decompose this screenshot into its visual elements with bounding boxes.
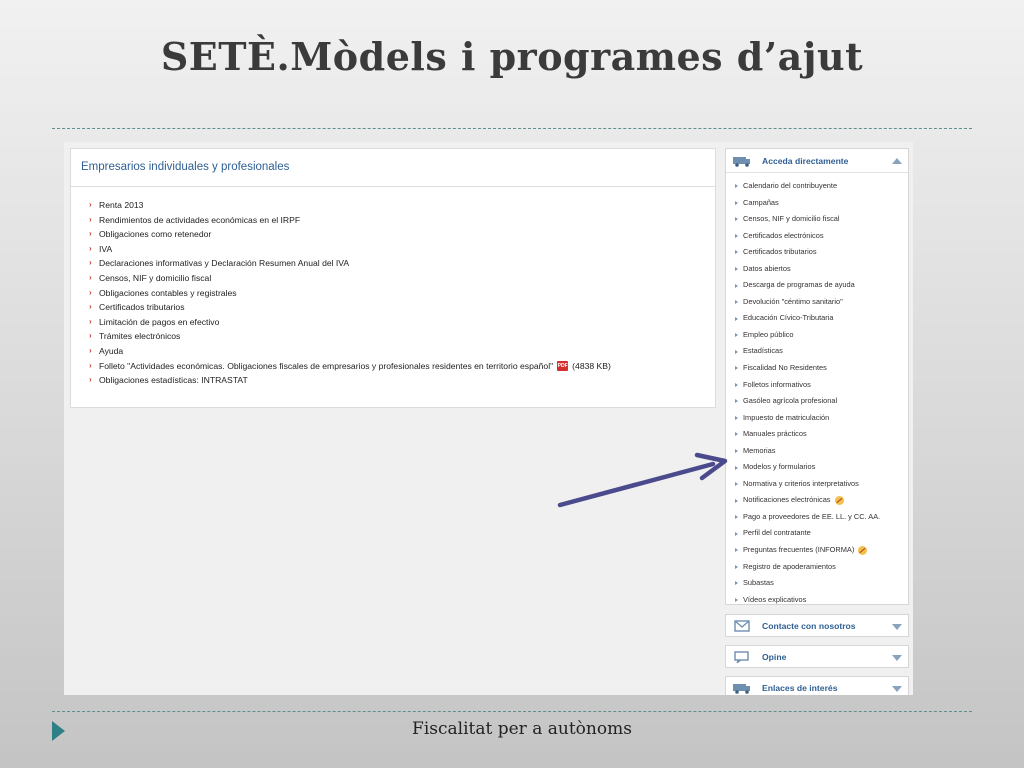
chevron-right-icon: › bbox=[89, 214, 92, 224]
side-link[interactable]: Calendario del contribuyente bbox=[735, 178, 908, 195]
opine-header[interactable] bbox=[726, 646, 908, 667]
side-link[interactable]: Campañas bbox=[735, 195, 908, 212]
side-link[interactable]: Censos, NIF y domicilio fiscal bbox=[735, 211, 908, 228]
side-link[interactable]: Subastas bbox=[735, 575, 908, 592]
bullet-icon bbox=[735, 482, 738, 486]
bullet-icon bbox=[735, 466, 738, 470]
chevron-right-icon: › bbox=[89, 258, 92, 268]
topic-link-contables[interactable]: › Obligaciones contables y registrales bbox=[89, 286, 715, 301]
direct-access-list bbox=[726, 173, 908, 608]
bullet-icon bbox=[735, 201, 738, 205]
side-link[interactable]: Descarga de programas de ayuda bbox=[735, 277, 908, 294]
side-link[interactable]: Preguntas frecuentes (INFORMA) bbox=[735, 542, 908, 559]
chevron-right-icon: › bbox=[89, 375, 92, 385]
side-link[interactable]: Registro de apoderamientos bbox=[735, 559, 908, 576]
side-link[interactable]: Pago a proveedores de EE. LL. y CC. AA. bbox=[735, 509, 908, 526]
chevron-right-icon: › bbox=[89, 345, 92, 355]
speech-bubble-icon bbox=[732, 651, 752, 663]
chevron-right-icon: › bbox=[89, 243, 92, 253]
topic-link-iva[interactable]: › IVA bbox=[89, 242, 715, 257]
bullet-icon bbox=[735, 432, 738, 436]
side-link[interactable]: Memorias bbox=[735, 443, 908, 460]
side-link[interactable]: Manuales prácticos bbox=[735, 426, 908, 443]
bullet-icon bbox=[735, 598, 738, 602]
topic-link-retenedor[interactable]: › Obligaciones como retenedor bbox=[89, 227, 715, 242]
restricted-icon bbox=[835, 496, 844, 505]
topic-link-limitacion[interactable]: › Limitación de pagos en efectivo bbox=[89, 315, 715, 330]
side-link[interactable]: Notificaciones electrónicas bbox=[735, 492, 908, 509]
slide-footer: Fiscalitat per a autònoms bbox=[412, 719, 632, 739]
topic-link-tramites[interactable]: › Trámites electrónicos bbox=[89, 329, 715, 344]
topic-link-renta[interactable]: › Renta 2013 bbox=[89, 198, 715, 213]
bullet-icon bbox=[735, 366, 738, 370]
bullet-icon bbox=[735, 548, 738, 552]
bullet-icon bbox=[735, 267, 738, 271]
expand-icon[interactable] bbox=[892, 624, 902, 630]
content-panel bbox=[70, 148, 716, 408]
side-link[interactable]: Folletos informativos bbox=[735, 377, 908, 394]
chevron-right-icon: › bbox=[89, 316, 92, 326]
side-link[interactable]: Estadísticas bbox=[735, 343, 908, 360]
side-link[interactable]: Fiscalidad No Residentes bbox=[735, 360, 908, 377]
pdf-icon[interactable]: PDF bbox=[557, 362, 568, 369]
chevron-right-icon: › bbox=[89, 287, 92, 297]
chevron-right-icon: › bbox=[89, 229, 92, 239]
chevron-right-icon: › bbox=[89, 272, 92, 282]
bullet-icon bbox=[735, 581, 738, 585]
links-title: Enlaces de interés bbox=[762, 682, 838, 693]
side-link[interactable]: Certificados electrónicos bbox=[735, 228, 908, 245]
file-size: (4838 KB) bbox=[572, 360, 611, 371]
bullet-icon bbox=[735, 416, 738, 420]
bullet-icon bbox=[735, 449, 738, 453]
opine-box[interactable] bbox=[725, 645, 909, 668]
bullet-icon bbox=[735, 383, 738, 387]
bullet-icon bbox=[735, 250, 738, 254]
bullet-icon bbox=[735, 184, 738, 188]
topic-link-certificados[interactable]: › Certificados tributarios bbox=[89, 300, 715, 315]
topic-link-censos[interactable]: › Censos, NIF y domicilio fiscal bbox=[89, 271, 715, 286]
topic-link-intrastat[interactable]: › Obligaciones estadísticas: INTRASTAT bbox=[89, 373, 715, 388]
chevron-right-icon: › bbox=[89, 360, 92, 370]
side-link-modelos[interactable]: Modelos y formularios bbox=[735, 459, 908, 476]
vehicle-icon bbox=[732, 682, 752, 694]
bullet-icon bbox=[735, 234, 738, 238]
bullet-icon bbox=[735, 532, 738, 536]
top-divider bbox=[52, 128, 972, 129]
expand-icon[interactable] bbox=[892, 686, 902, 692]
opine-title: Opine bbox=[762, 651, 787, 662]
panel-heading: Empresarios individuales y profesionales bbox=[71, 149, 715, 187]
topic-link-rendimientos[interactable]: › Rendimientos de actividades económicas en el IRPF bbox=[89, 213, 715, 228]
direct-access-header[interactable] bbox=[726, 149, 908, 173]
side-link[interactable]: Vídeos explicativos bbox=[735, 592, 908, 609]
collapse-icon[interactable] bbox=[892, 158, 902, 164]
side-link[interactable]: Empleo público bbox=[735, 327, 908, 344]
slide-title: SETÈ.Mòdels i programes d’ajut bbox=[160, 34, 864, 79]
side-link[interactable]: Impuesto de matriculación bbox=[735, 410, 908, 427]
links-header[interactable] bbox=[726, 677, 908, 695]
bottom-divider bbox=[52, 711, 972, 712]
bullet-icon bbox=[735, 284, 738, 288]
bullet-icon bbox=[735, 565, 738, 569]
side-link[interactable]: Gasóleo agrícola profesional bbox=[735, 393, 908, 410]
contact-box[interactable] bbox=[725, 614, 909, 637]
topic-link-folleto[interactable]: › Folleto "Actividades económicas. Obligaciones fiscales de empresarios y profesionales residentes en territorio español" PDF (4838 KB) bbox=[89, 359, 715, 374]
topic-list bbox=[71, 187, 715, 388]
side-link[interactable]: Devolución "céntimo sanitario" bbox=[735, 294, 908, 311]
bullet-icon bbox=[735, 300, 738, 304]
restricted-icon bbox=[858, 546, 867, 555]
topic-link-declaraciones[interactable]: › Declaraciones informativas y Declaración Resumen Anual del IVA bbox=[89, 256, 715, 271]
website-screenshot bbox=[64, 142, 913, 695]
side-link[interactable]: Certificados tributarios bbox=[735, 244, 908, 261]
envelope-icon bbox=[732, 620, 752, 632]
bullet-icon bbox=[735, 217, 738, 221]
chevron-right-icon: › bbox=[89, 331, 92, 341]
vehicle-icon bbox=[732, 155, 752, 167]
topic-link-ayuda[interactable]: › Ayuda bbox=[89, 344, 715, 359]
bullet-icon bbox=[735, 499, 738, 503]
bullet-icon bbox=[735, 399, 738, 403]
links-box[interactable] bbox=[725, 676, 909, 695]
bullet-icon bbox=[735, 333, 738, 337]
contact-header[interactable] bbox=[726, 615, 908, 636]
chevron-right-icon: › bbox=[89, 200, 92, 209]
side-link[interactable]: Perfil del contratante bbox=[735, 525, 908, 542]
side-link[interactable]: Normativa y criterios interpretativos bbox=[735, 476, 908, 493]
direct-access-title: Acceda directamente bbox=[762, 155, 849, 166]
direct-access-box bbox=[725, 148, 909, 605]
chevron-right-icon: › bbox=[89, 302, 92, 312]
bullet-icon bbox=[735, 350, 738, 354]
expand-icon[interactable] bbox=[892, 655, 902, 661]
bullet-icon bbox=[735, 317, 738, 321]
contact-title: Contacte con nosotros bbox=[762, 620, 856, 631]
bullet-icon bbox=[735, 515, 738, 519]
side-link[interactable]: Educación Cívico-Tributaria bbox=[735, 310, 908, 327]
side-link[interactable]: Datos abiertos bbox=[735, 261, 908, 278]
